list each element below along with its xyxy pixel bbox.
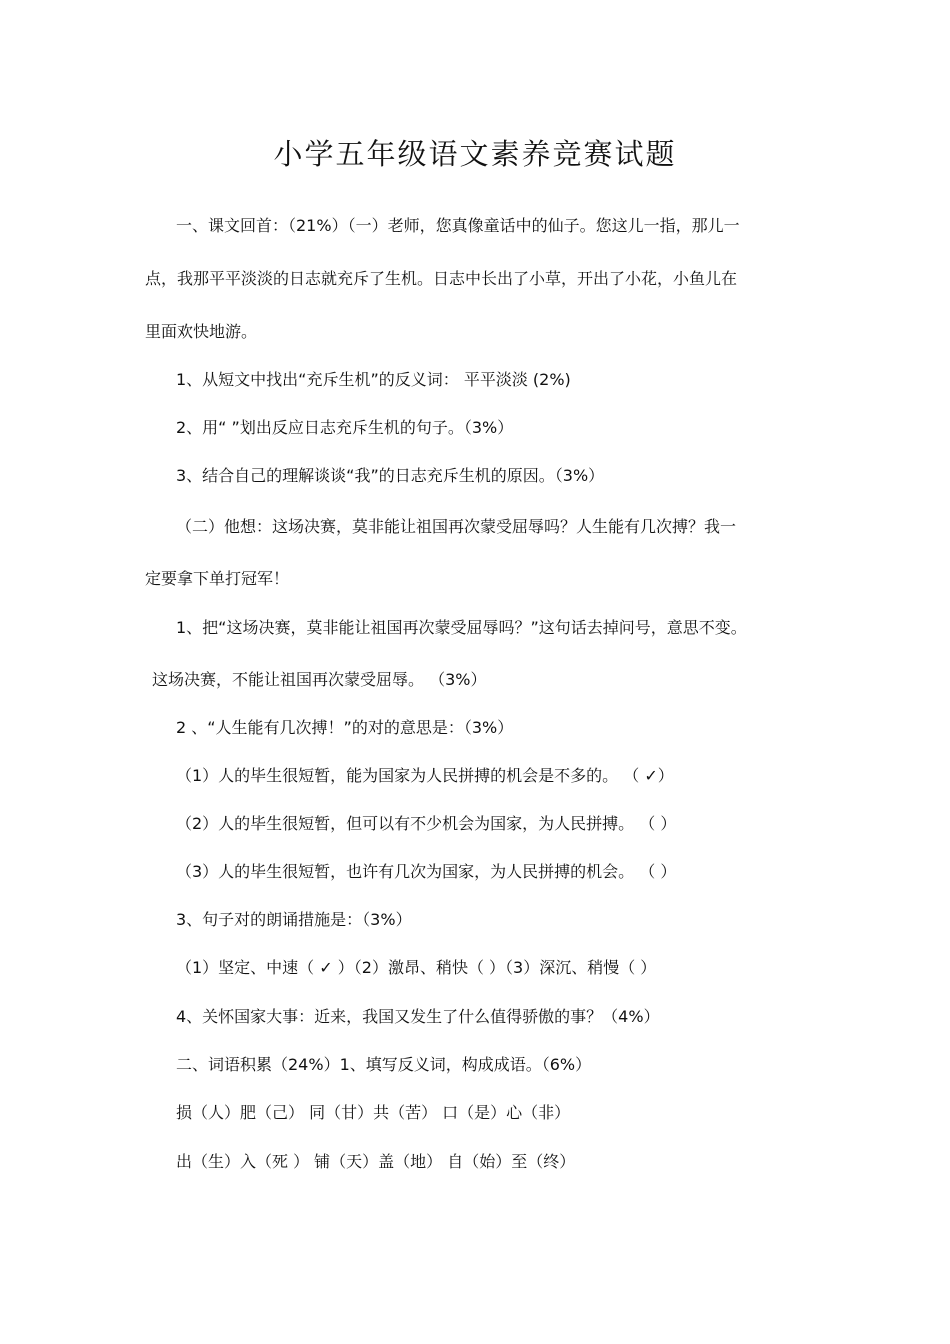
text-line-3: 里面欢快地游。: [145, 322, 258, 341]
question-1-1: 1、从短文中找出“充斥生机”的反义词： 平平淡淡 (2%): [176, 370, 571, 389]
document-title: 小学五年级语文素养竞赛试题: [273, 137, 677, 171]
question-1-2: 2、用“ ”划出反应日志充斥生机的句子。（3%）: [176, 418, 514, 437]
option-2-2-1: （1）人的毕生很短暂，能为国家为人民拼搏的机会是不多的。 （ ✓）: [176, 766, 674, 785]
question-2-2: 2 、“人生能有几次搏！”的对的意思是：（3%）: [176, 718, 514, 737]
question-2-3: 3、句子对的朗诵措施是：（3%）: [176, 910, 412, 929]
options-2-3: （1）坚定、中速（ ✓ ）（2）激昂、稍快（ ）（3）深沉、稍慢（ ）: [176, 958, 657, 977]
question-1-3: 3、结合自己的理解谈谈“我”的日志充斥生机的原因。（3%）: [176, 466, 605, 485]
text-line-2: 点，我那平平淡淡的日志就充斥了生机。日志中长出了小草，开出了小花，小鱼儿在: [145, 269, 738, 288]
question-2-4: 4、关怀国家大事：近来，我国又发生了什么值得骄傲的事？（4%）: [176, 1007, 660, 1026]
option-2-2-3: （3）人的毕生很短暂，也许有几次为国家，为人民拼搏的机会。 （ ）: [176, 862, 677, 881]
text-line-8: 定要拿下单打冠军！: [145, 569, 290, 588]
idiom-row-2: 出（生）入（死 ） 铺（天）盖（地） 自（始）至（终）: [176, 1152, 576, 1171]
option-2-2-2: （2）人的毕生很短暂，但可以有不少机会为国家，为人民拼搏。 （ ）: [176, 814, 677, 833]
section-2-heading: 二、词语积累（24%）1、填写反义词，构成成语。（6%）: [176, 1055, 592, 1074]
text-line-7: （二）他想：这场决赛，莫非能让祖国再次蒙受屈辱吗？人生能有几次搏？我一: [176, 517, 737, 536]
question-2-1: 1、把“这场决赛，莫非能让祖国再次蒙受屈辱吗？”这句话去掉问号，意思不变。: [176, 618, 747, 637]
text-line-1: 一、课文回首：（21%）（一）老师，您真像童话中的仙子。您这儿一指，那儿一: [176, 216, 740, 235]
idiom-row-1: 损（人）肥（己） 同（甘）共（苦） 口（是）心（非）: [176, 1103, 571, 1122]
answer-2-1: 这场决赛，不能让祖国再次蒙受屈辱。 （3%）: [152, 670, 487, 689]
